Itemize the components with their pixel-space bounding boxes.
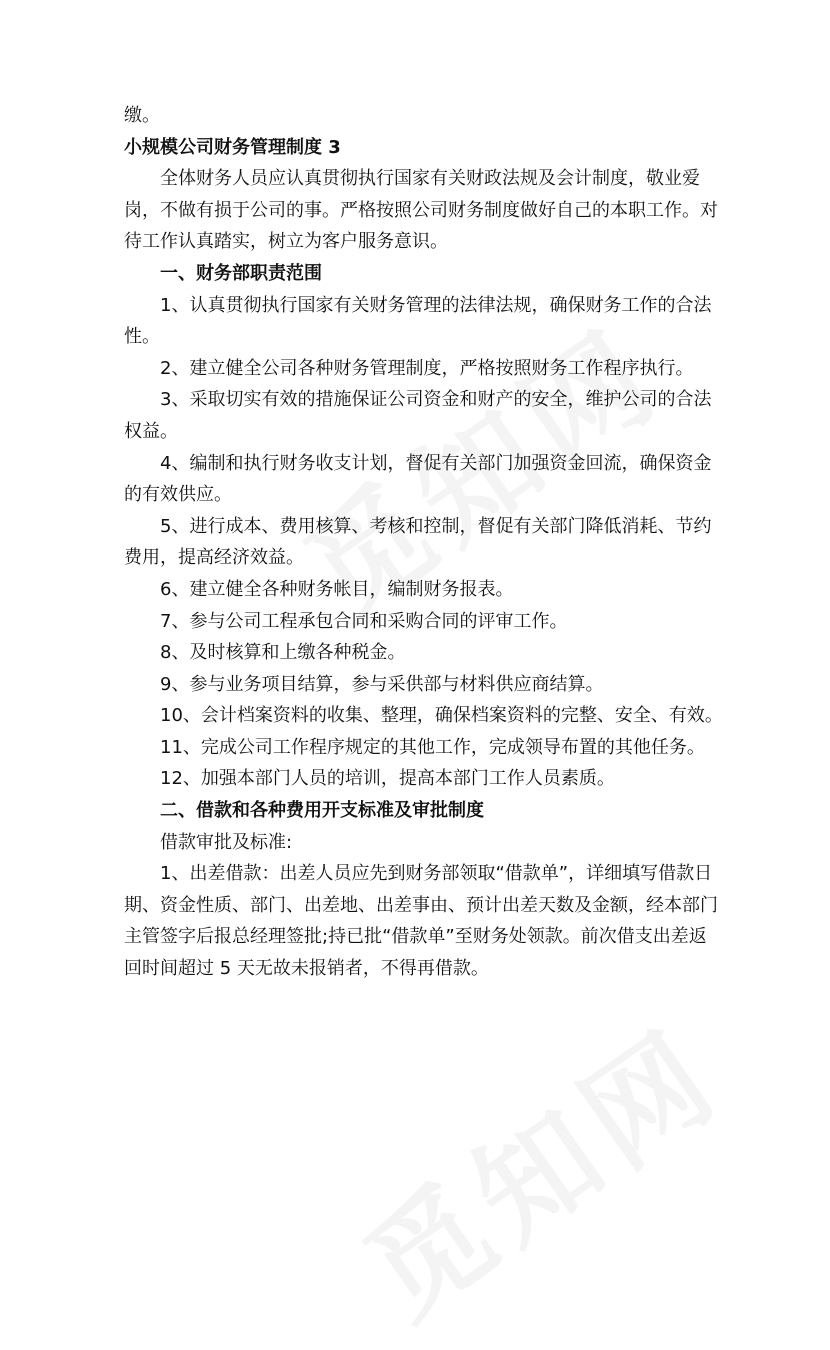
list-item: 8、及时核算和上缴各种税金。 (160, 642, 406, 664)
loan-item: 1、出差借款：出差人员应先到财务部领取“借款单”，详细填写借款日期、资金性质、部门、出差地、出差事由、预计出差天数及金额，经本部门主管签字后报总经理签批;持已批“借款单”至财务处领款。前次借支出差返回时间超过 5 天无故未报销者，不得再借款。 (124, 863, 718, 980)
list-item: 4、编制和执行财务收支计划，督促有关部门加强资金回流，确保资金的有效供应。 (124, 452, 712, 506)
section-heading-1: 一、财务部职责范围 (160, 262, 322, 284)
document-body (124, 100, 724, 985)
intro-paragraph: 全体财务人员应认真贯彻执行国家有关财政法规及会计制度，敬业爱岗，不做有损于公司的事。严格按照公司财务制度做好自己的本职工作。对待工作认真踏实，树立为客户服务意识。 (124, 168, 718, 253)
list-item: 3、采取切实有效的措施保证公司资金和财产的安全，维护公司的合法权益。 (124, 389, 712, 442)
list-item: 7、参与公司工程承包合同和采购合同的评审工作。 (160, 610, 568, 632)
section-heading-2: 二、借款和各种费用开支标准及审批制度 (160, 800, 484, 822)
list-item: 6、建立健全各种财务帐目，编制财务报表。 (160, 578, 514, 600)
list-item: 2、建立健全公司各种财务管理制度，严格按照财务工作程序执行。 (160, 357, 694, 379)
document-title: 小规模公司财务管理制度 3 (124, 136, 341, 158)
list-item: 5、进行成本、费用核算、考核和控制，督促有关部门降低消耗、节约费用，提高经济效益。 (124, 515, 712, 569)
list-item: 1、认真贯彻执行国家有关财务管理的法律法规，确保财务工作的合法性。 (124, 294, 712, 348)
watermark (326, 982, 749, 1350)
list-item: 11、完成公司工作程序规定的其他工作，完成领导布置的其他任务。 (160, 736, 705, 758)
continued-line: 缴。 (124, 105, 160, 126)
list-item: 9、参与业务项目结算，参与采供部与材料供应商结算。 (160, 673, 604, 695)
sub-heading: 借款审批及标准: (160, 831, 293, 853)
list-item: 10、会计档案资料的收集、整理，确保档案资料的完整、安全、有效。 (160, 705, 723, 727)
list-item: 12、加强本部门人员的培训，提高本部门工作人员素质。 (160, 768, 615, 790)
